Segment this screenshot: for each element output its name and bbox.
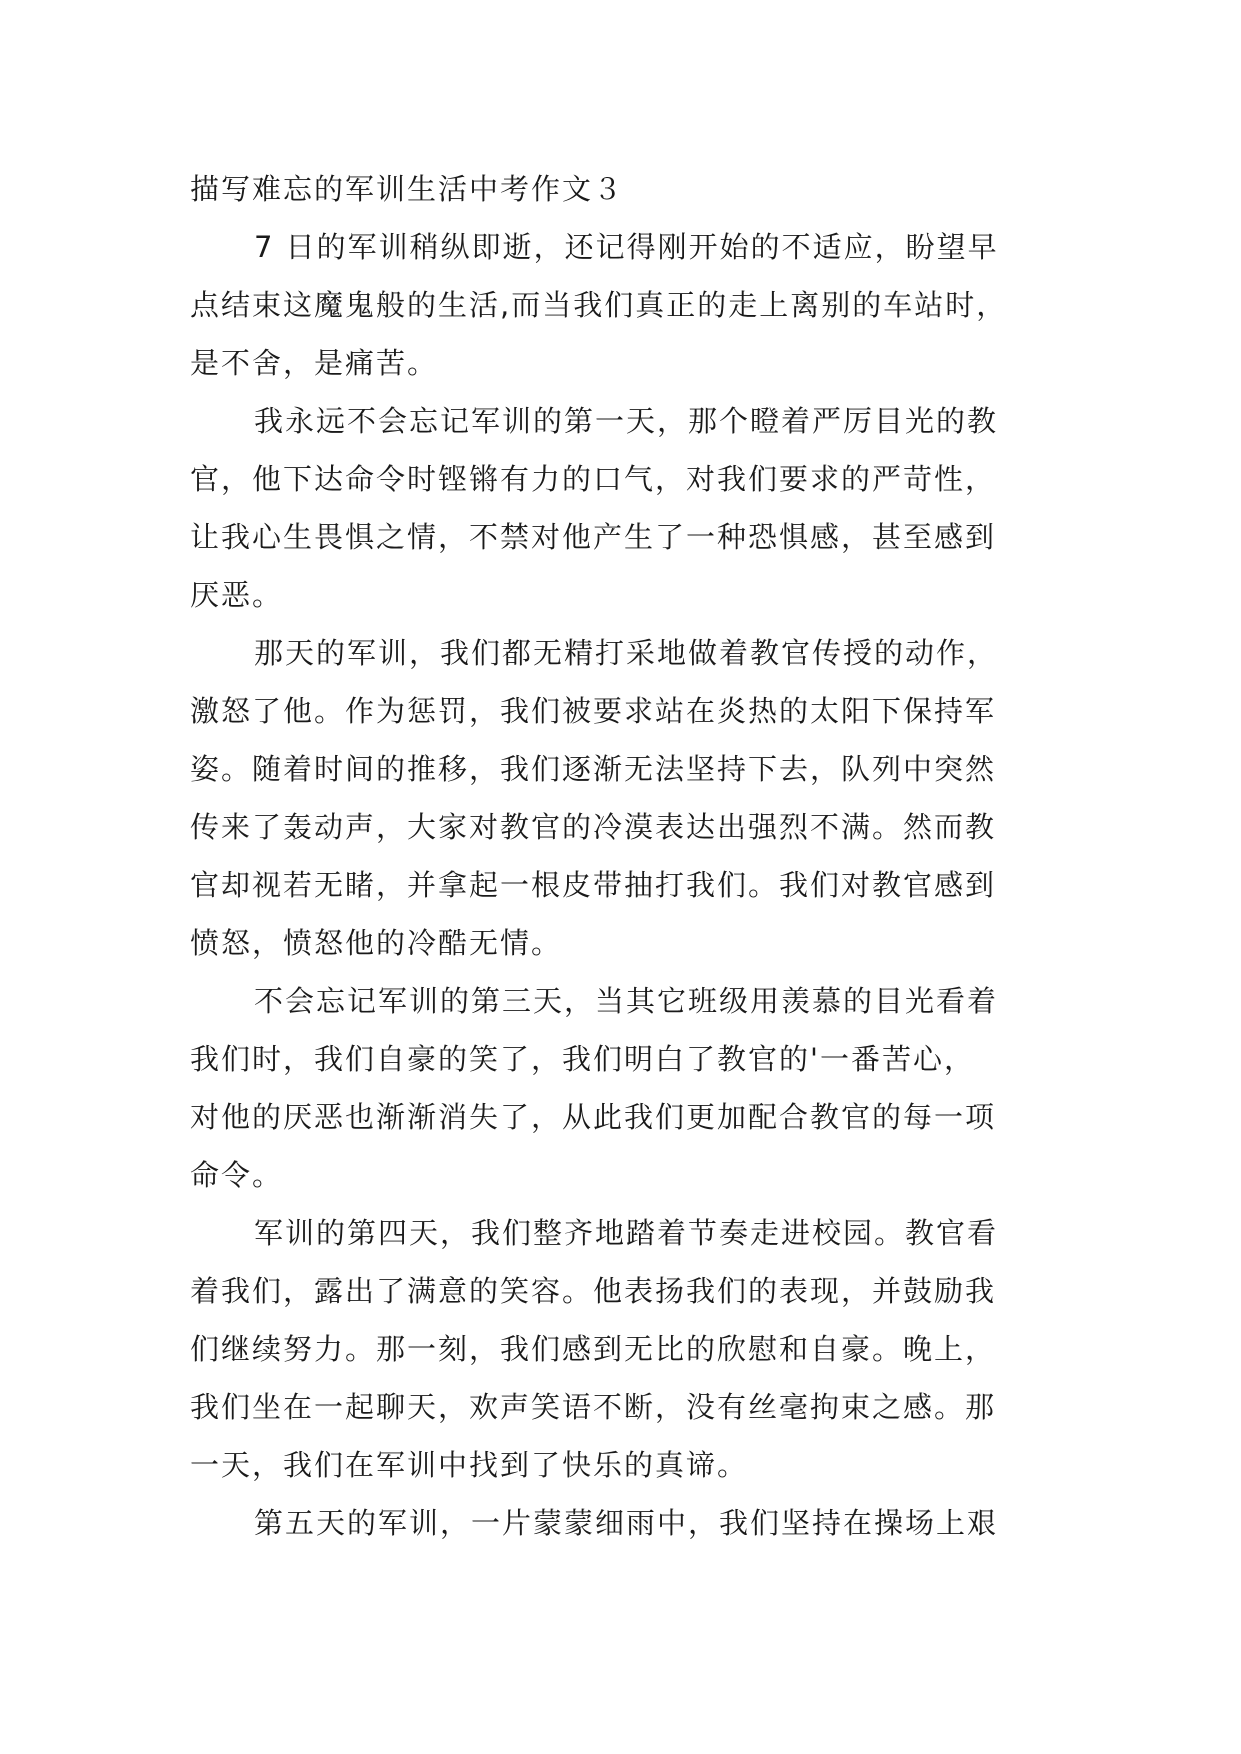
essay-line: 着我们，露出了满意的笑容。他表扬我们的表现，并鼓励我 [190,1274,997,1308]
essay-line: 对他的厌恶也渐渐消失了，从此我们更加配合教官的每一项 [190,1100,997,1134]
essay-line: 厌恶。 [190,578,284,612]
essay-title: 描写难忘的军训生活中考作文３ [190,172,625,206]
essay-line: 激怒了他。作为惩罚，我们被要求站在炎热的太阳下保持军 [190,694,997,728]
essay-line: 是不舍，是痛苦。 [190,346,439,380]
essay-line: 我们时，我们自豪的笑了，我们明白了教官的'一番苦心， [190,1042,975,1076]
essay-line: 传来了轰动声，大家对教官的冷漠表达出强烈不满。然而教 [190,810,997,844]
essay-line: 们继续努力。那一刻，我们感到无比的欣慰和自豪。晚上， [190,1332,997,1366]
essay-line: 愤怒，愤怒他的冷酷无情。 [190,926,563,960]
essay-line: 点结束这魔鬼般的生活,而当我们真正的走上离别的车站时， [190,288,1008,322]
essay-line: 命令。 [190,1158,284,1192]
essay-line: 第五天的军训，一片蒙蒙细雨中，我们坚持在操场上艰 [254,1506,999,1540]
essay-line: 让我心生畏惧之情，不禁对他产生了一种恐惧感，甚至感到 [190,520,997,554]
essay-line: 军训的第四天，我们整齐地踏着节奏走进校园。教官看 [254,1216,999,1250]
essay-lines [190,218,1090,1552]
essay-body [190,160,1090,1552]
essay-line: 不会忘记军训的第三天，当其它班级用羡慕的目光看着 [254,984,999,1018]
essay-line: 官却视若无睹，并拿起一根皮带抽打我们。我们对教官感到 [190,868,997,902]
essay-line: 那天的军训，我们都无精打采地做着教官传授的动作， [254,636,999,670]
essay-line: 姿。随着时间的推移，我们逐渐无法坚持下去，队列中突然 [190,752,997,786]
essay-line: 7 日的军训稍纵即逝，还记得刚开始的不适应，盼望早 [254,230,999,264]
essay-line: 一天，我们在军训中找到了快乐的真谛。 [190,1448,749,1482]
essay-line: 我们坐在一起聊天，欢声笑语不断，没有丝毫拘束之感。那 [190,1390,997,1424]
essay-line: 我永远不会忘记军训的第一天，那个瞪着严厉目光的教 [254,404,999,438]
essay-line: 官，他下达命令时铿锵有力的口气，对我们要求的严苛性， [190,462,997,496]
